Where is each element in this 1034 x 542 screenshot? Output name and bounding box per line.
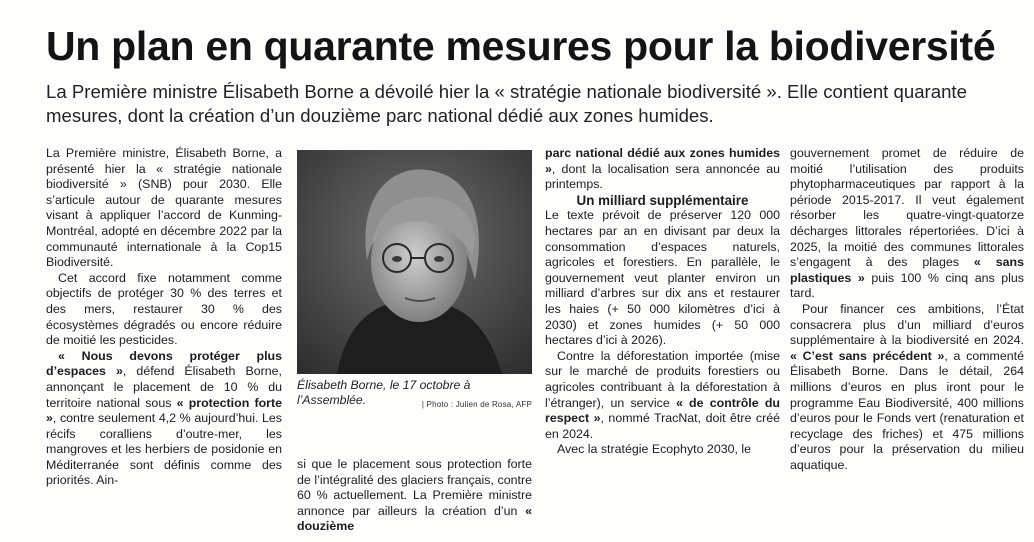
text: Pour financer ces ambitions, l’État consacrera plus d’un milliard d’euros supplémentaire à la biodiversité en 2024. xyxy=(790,301,1024,348)
paragraph: Le texte prévoit de préserver 120 000 hectares par an en divisant par deux la consommation d’espaces naturels, agricoles et forestiers. En parallèle, le gouvernement veut planter environ un milliard d’arbres sur dix ans et restaurer les haies (+ 50 000 kilomètres d’ici à 2030) et zones humides (+ 50 000 hectares d’ici à 2026). xyxy=(545,208,780,348)
paragraph xyxy=(545,146,780,193)
paragraph: Cet accord fixe notamment comme objectifs de protéger 30 % des terres et des mers, restaurer 30 % des écosystèmes dégradés ou encore réduire de moitié les pesticides. xyxy=(46,270,282,348)
text: , a commenté Élisabeth Borne. Dans le détail, 264 millions d’euros en plus iront pour le programme Eau Biodiversité, 400 millions d’euros pour le Fonds vert (renaturation et recyclage des friches) et 475 millions d’euros pour la préservation du milieu aquatique. xyxy=(790,348,1024,472)
quote: « protection forte » xyxy=(46,395,282,426)
caption-text: Élisabeth Borne, le 17 octobre à l’Assemblée. xyxy=(297,378,471,407)
text: si que le placement sous protection forte de l’intégralité des glaciers français, contre 60 % actuellement. La Première ministre annonce par ailleurs la création d’un xyxy=(297,457,532,518)
photo-credit: | Photo : Julien de Rosa, AFP xyxy=(421,400,532,409)
paragraph: Avec la stratégie Ecophyto 2030, le xyxy=(557,442,752,457)
lede: La Première ministre Élisabeth Borne a dévoilé hier la « stratégie nationale biodiversité ». Elle contient quarante mesures, dont la création d’un douzième parc national dédié aux zones humides. xyxy=(46,81,967,126)
paragraph xyxy=(297,457,532,535)
portrait-photo xyxy=(297,150,532,374)
text: , contre seulement 4,2 % aujourd’hui. Les récifs coralliens d’outre-mer, les mangroves et les herbiers de posidonie en Méditerranée sont définis comme des priorités. Ain- xyxy=(46,411,282,488)
text: gouvernement promet de réduire de moitié l’utilisation des produits phytopharmaceutiques par rapport à la période 2015-2017. Il veut également résorber les quatre-vingt-quatorze décharges littorales répertoriées. D’ici à 2025, la moitié des communes littorales s’engagent à des plages xyxy=(790,146,1024,270)
paragraph xyxy=(545,349,780,443)
text: , dont la localisation sera annoncée au printemps. xyxy=(545,161,780,192)
emphasis: parc national dédié aux zones humides » xyxy=(545,146,780,176)
quote: « sans plastiques » xyxy=(790,255,1025,285)
column-1 xyxy=(46,146,282,489)
text: , nommé TracNat, doit être créé en 2024. xyxy=(545,411,780,441)
photo-caption xyxy=(297,378,532,412)
column-4 xyxy=(790,146,1024,473)
paragraph xyxy=(790,146,1024,302)
column-2 xyxy=(297,457,532,535)
paragraph xyxy=(46,349,282,489)
paragraph: La Première ministre, Élisabeth Borne, a présenté hier la « stratégie nationale biodiversité » (SNB) pour 2030. Elle s’articule autour de quarante mesures visant à appliquer l’accord de Kunming-Montréal, adopté en décembre 2022 par la communauté internationale à la Cop15 Biodiversité. xyxy=(46,146,282,270)
text: , défend Élisabeth Borne, annonçant le placement de 10 % du territoire national sous xyxy=(46,364,282,410)
subheading: Un milliard supplémentaire xyxy=(576,192,749,208)
emphasis: « douzième xyxy=(297,503,532,534)
text: Contre la déforestation importée (mise sur le marché de produits forestiers ou agricoles contribuant à la déforestation à l’étranger), un service xyxy=(545,348,780,410)
quote: « Nous devons protéger plus d’espaces » xyxy=(46,348,282,379)
text: puis 100 % cinq ans plus tard. xyxy=(790,270,1025,301)
column-3 xyxy=(545,146,780,458)
paragraph xyxy=(790,302,1024,474)
headline: Un plan en quarante mesures pour la biodiversité xyxy=(46,23,996,69)
quote: « de contrôle du respect » xyxy=(545,395,780,426)
quote: « C’est sans précédent » xyxy=(790,348,945,363)
